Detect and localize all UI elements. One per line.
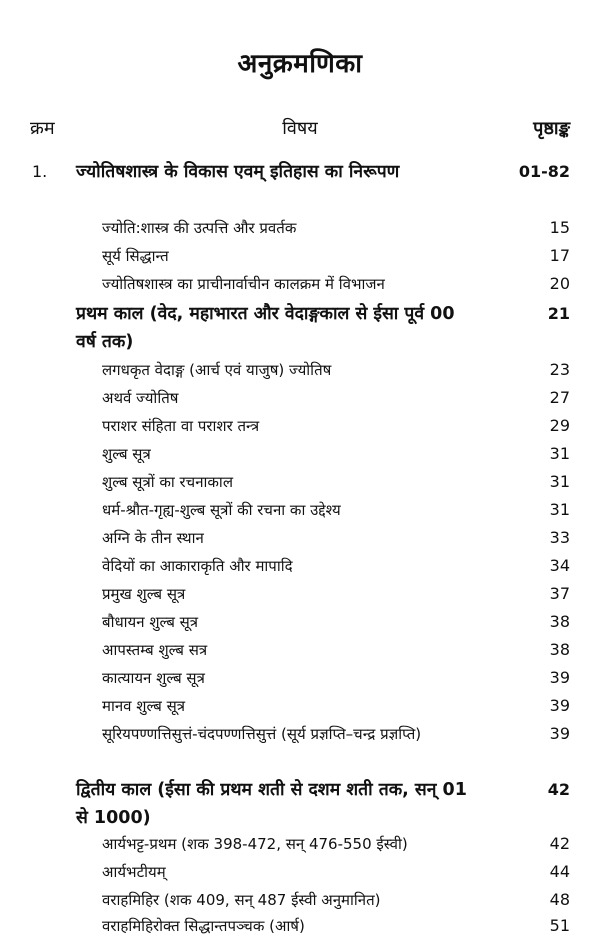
entry-title: सूर्य सिद्धान्त [102,247,169,265]
entry-title: अग्नि के तीन स्थान [102,529,204,547]
entry-page: 37 [549,584,570,603]
entry-title: ज्योतिषशास्त्र का प्राचीनार्वाचीन कालक्रम में विभाजन [102,275,385,293]
entry-title: आपस्तम्ब शुल्ब सत्र [102,641,208,659]
entry-page: 39 [549,724,570,743]
header-prishthank: पृष्ठाङ्क [533,118,570,139]
entry-page: 51 [549,916,570,935]
entry-page: 39 [549,668,570,687]
entry-title: सूरियपण्णत्तिसुत्तं-चंदपण्णत्तिसुत्तं (सूर्य प्रज्ञप्ति–चन्द्र प्रज्ञप्ति) [102,725,422,743]
entry-page: 38 [549,612,570,631]
entry-title: वराहमिहिर (शक 409, सन् 487 ईस्वी अनुमानित) [102,891,381,909]
entry-title: मानव शुल्ब सूत्र [102,697,186,715]
entry-title: कात्यायन शुल्ब सूत्र [102,669,205,687]
entry-page: 20 [549,274,570,293]
entry-title: ज्योति:शास्त्र की उत्पत्ति और प्रवर्तक [102,219,297,237]
entry-page: 31 [549,444,570,463]
entry-title: वराहमिहिरोक्त सिद्धान्तपञ्चक (आर्ष) [102,917,305,935]
entry-title: पराशर संहिता वा पराशर तन्त्र [102,417,260,435]
entry-page: 34 [549,556,570,575]
entry-page: 27 [549,388,570,407]
entry-page: 31 [549,500,570,519]
entry-title: लगधकृत वेदाङ्ग (आर्च एवं याजुष) ज्योतिष [102,361,332,379]
entry-page: 29 [549,416,570,435]
entry-title: ज्योतिषशास्त्र के विकास एवम् इतिहास का निरूपण [76,162,400,182]
entry-page: 15 [549,218,570,237]
entry-title: शुल्ब सूत्रों का रचनाकाल [102,473,233,491]
entry-title: प्रथम काल (वेद, महाभारत और वेदाङ्गकाल से ईसा पूर्व 00 वर्ष तक) [76,304,455,352]
entry-title: द्वितीय काल (ईसा की प्रथम शती से दशम शती तक, सन् 01 से 1000) [76,780,467,828]
page-title: अनुक्रमणिका [237,49,363,79]
entry-page: 44 [549,862,570,881]
entry-title: बौधायन शुल्ब सूत्र [102,613,199,631]
entry-page: 48 [549,890,570,909]
entry-title: आर्यभट्ट-प्रथम (शक 398-472, सन् 476-550 ईस्वी) [102,835,408,853]
entry-page: 23 [549,360,570,379]
entry-page: 01-82 [518,162,570,181]
entry-page: 17 [549,246,570,265]
entry-title: धर्म-श्रौत-गृह्य-शुल्ब सूत्रों की रचना का उद्देश्य [102,501,341,519]
entry-title: प्रमुख शुल्ब सूत्र [102,585,186,603]
entry-page: 31 [549,472,570,491]
entry-number: 1. [32,162,48,181]
entry-page: 42 [547,780,570,799]
entry-title: अथर्व ज्योतिष [102,389,179,407]
entry-page: 21 [547,304,570,323]
entry-title: आर्यभटीयम् [102,863,166,881]
entry-page: 39 [549,696,570,715]
header-vishay: विषय [282,118,318,139]
entry-page: 33 [549,528,570,547]
entry-page: 42 [549,834,570,853]
entry-title: वेदियों का आकाराकृति और मापादि [102,557,293,575]
entry-title: शुल्ब सूत्र [102,445,151,463]
header-krama: क्रम [30,118,55,139]
entry-page: 38 [549,640,570,659]
